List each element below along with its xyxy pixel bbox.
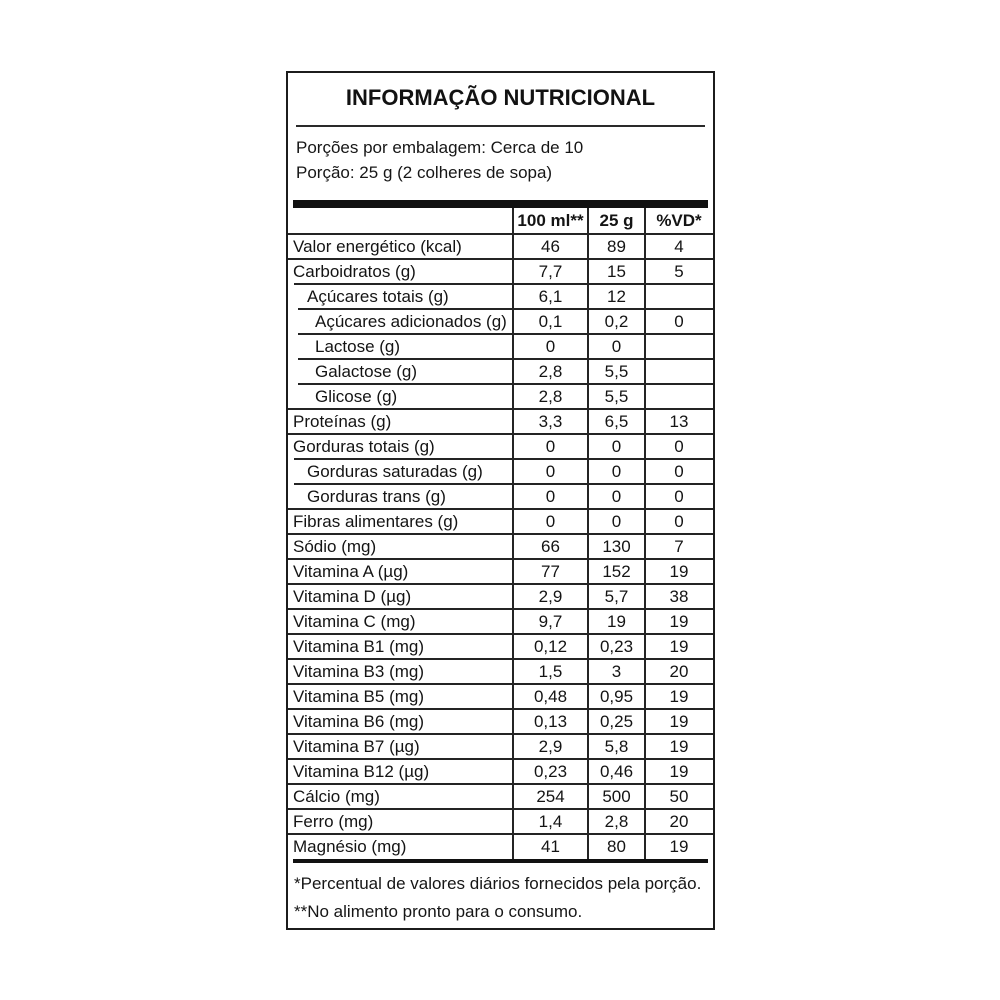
nutrient-name: Vitamina B6 (mg) <box>293 712 425 731</box>
value-25g: 0,25 <box>599 712 634 731</box>
table-row <box>288 759 713 784</box>
value-vd: 19 <box>669 837 689 856</box>
row-separator-line <box>288 658 713 660</box>
value-25g: 12 <box>607 287 626 306</box>
value-25g: 0,95 <box>599 687 634 706</box>
row-separator-line <box>288 708 713 710</box>
nutrient-name: Gorduras trans (g) <box>307 487 446 506</box>
value-25g: 2,8 <box>604 812 629 831</box>
value-vd <box>645 284 713 309</box>
table-row <box>288 334 713 359</box>
table-row <box>288 409 713 434</box>
column-header-vd: %VD* <box>656 211 702 230</box>
row-separator-line <box>294 283 713 285</box>
servings-per-package: Porções por embalagem: Cerca de 10 <box>296 138 584 157</box>
value-vd: 38 <box>669 587 689 606</box>
value-100ml: 2,8 <box>538 362 563 381</box>
value-100ml: 0,48 <box>533 687 568 706</box>
value-vd <box>645 384 713 409</box>
table-row <box>288 584 713 609</box>
value-25g: 80 <box>607 837 626 856</box>
table-row <box>288 609 713 634</box>
value-25g: 0 <box>611 512 622 531</box>
nutrient-name: Valor energético (kcal) <box>293 237 462 256</box>
table-row <box>288 784 713 809</box>
nutrient-name: Ferro (mg) <box>293 812 374 831</box>
table-row <box>288 284 713 309</box>
value-25g: 3 <box>611 662 622 681</box>
value-vd: 50 <box>669 787 689 806</box>
value-25g: 19 <box>607 612 626 631</box>
value-100ml: 0,12 <box>533 637 568 656</box>
nutrient-name: Vitamina C (mg) <box>293 612 416 631</box>
row-separator-line <box>288 583 713 585</box>
value-vd: 0 <box>674 462 684 481</box>
nutrient-name: Gorduras saturadas (g) <box>307 462 483 481</box>
nutrient-name: Vitamina B1 (mg) <box>293 637 425 656</box>
value-100ml: 1,5 <box>538 662 563 681</box>
value-vd: 5 <box>674 262 684 281</box>
row-separator-line <box>294 483 713 485</box>
value-100ml: 9,7 <box>538 612 563 631</box>
row-separator-line <box>288 433 713 435</box>
value-100ml: 0 <box>545 437 556 456</box>
table-row <box>288 434 713 459</box>
column-header-empty <box>288 208 513 234</box>
table-row <box>288 684 713 709</box>
value-100ml: 3,3 <box>538 412 563 431</box>
value-25g: 0,23 <box>599 637 634 656</box>
row-separator-line <box>288 733 713 735</box>
value-100ml: 2,9 <box>538 587 563 606</box>
value-100ml: 254 <box>536 787 565 806</box>
value-vd: 0 <box>674 512 684 531</box>
footnote-daily-values: *Percentual de valores diários fornecidos pela porção. <box>294 874 702 893</box>
nutrient-name: Açúcares adicionados (g) <box>315 312 507 331</box>
value-vd: 0 <box>674 487 684 506</box>
value-25g: 152 <box>602 562 631 581</box>
table-row <box>288 459 713 484</box>
value-25g: 0 <box>611 337 622 356</box>
value-100ml: 0,23 <box>533 762 568 781</box>
value-25g: 0 <box>611 487 622 506</box>
nutrient-name: Galactose (g) <box>315 362 418 381</box>
row-separator-line <box>288 833 713 835</box>
table-row <box>288 384 713 409</box>
row-separator-line <box>288 533 713 535</box>
row-separator-line <box>288 233 713 235</box>
nutrient-name: Vitamina D (µg) <box>293 587 412 606</box>
value-100ml: 0 <box>545 512 556 531</box>
value-100ml: 2,8 <box>538 387 563 406</box>
row-separator-line <box>288 258 713 260</box>
table-row <box>288 359 713 384</box>
value-25g: 0 <box>611 462 622 481</box>
value-25g: 5,8 <box>604 737 629 756</box>
value-25g: 0,46 <box>599 762 634 781</box>
row-separator-line <box>288 633 713 635</box>
table-row <box>288 534 713 559</box>
nutrient-name: Vitamina B3 (mg) <box>293 662 425 681</box>
row-separator-line <box>288 808 713 810</box>
row-separator-line <box>288 683 713 685</box>
nutrient-name: Proteínas (g) <box>293 412 392 431</box>
table-body <box>288 234 713 859</box>
value-vd: 19 <box>669 712 689 731</box>
nutrient-name: Carboidratos (g) <box>293 262 416 281</box>
nutrient-name: Açúcares totais (g) <box>307 287 449 306</box>
table-row <box>288 484 713 509</box>
value-vd: 7 <box>674 537 684 556</box>
value-100ml: 6,1 <box>538 287 563 306</box>
row-separator-line <box>288 608 713 610</box>
value-100ml: 0,13 <box>533 712 568 731</box>
row-separator-line <box>288 408 713 410</box>
value-vd: 0 <box>674 312 684 331</box>
nutrition-table <box>288 208 713 859</box>
nutrient-name: Vitamina B12 (µg) <box>293 762 430 781</box>
value-vd: 0 <box>674 437 684 456</box>
table-row <box>288 559 713 584</box>
row-separator-line <box>298 308 713 310</box>
value-100ml: 0 <box>545 337 556 356</box>
value-100ml: 46 <box>541 237 560 256</box>
nutrient-name: Gorduras totais (g) <box>293 437 435 456</box>
value-25g: 500 <box>602 787 631 806</box>
value-vd: 19 <box>669 762 689 781</box>
table-row <box>288 809 713 834</box>
nutrient-name: Vitamina B7 (µg) <box>293 737 420 756</box>
value-25g: 6,5 <box>604 412 629 431</box>
nutrient-name: Lactose (g) <box>315 337 401 356</box>
table-row <box>288 259 713 284</box>
column-header-100ml: 100 ml** <box>517 211 584 230</box>
row-separator-line <box>288 783 713 785</box>
value-vd: 4 <box>674 237 684 256</box>
value-100ml: 0 <box>545 462 556 481</box>
nutrient-name: Magnésio (mg) <box>293 837 407 856</box>
row-separator-line <box>288 758 713 760</box>
table-bottom-bar <box>293 859 708 863</box>
value-vd: 19 <box>669 612 689 631</box>
nutrient-name: Vitamina B5 (mg) <box>293 687 425 706</box>
value-25g: 130 <box>602 537 631 556</box>
row-separator-line <box>298 333 713 335</box>
row-separator-line <box>288 508 713 510</box>
table-row <box>288 634 713 659</box>
value-100ml: 1,4 <box>538 812 563 831</box>
table-row <box>288 734 713 759</box>
column-header-25g: 25 g <box>599 211 634 230</box>
table-row <box>288 509 713 534</box>
row-separator-line <box>298 358 713 360</box>
table-row <box>288 659 713 684</box>
value-25g: 5,7 <box>604 587 629 606</box>
nutrient-name: Glicose (g) <box>315 387 398 406</box>
value-100ml: 2,9 <box>538 737 563 756</box>
value-100ml: 41 <box>541 837 560 856</box>
value-25g: 15 <box>607 262 626 281</box>
value-vd: 19 <box>669 562 689 581</box>
nutrition-facts-panel <box>286 71 715 930</box>
table-row <box>288 234 713 259</box>
nutrient-name: Sódio (mg) <box>293 537 377 556</box>
value-vd <box>645 334 713 359</box>
value-25g: 89 <box>607 237 626 256</box>
value-vd: 13 <box>669 412 689 431</box>
value-vd <box>645 359 713 384</box>
table-top-bar <box>293 200 708 208</box>
table-row <box>288 309 713 334</box>
nutrient-name: Cálcio (mg) <box>293 787 380 806</box>
table-row <box>288 834 713 859</box>
row-separator-line <box>288 558 713 560</box>
table-row <box>288 709 713 734</box>
panel-title: INFORMAÇÃO NUTRICIONAL <box>345 85 656 110</box>
value-25g: 0,2 <box>604 312 629 331</box>
row-separator-line <box>294 458 713 460</box>
value-100ml: 77 <box>541 562 560 581</box>
value-100ml: 7,7 <box>538 262 563 281</box>
value-100ml: 0 <box>545 487 556 506</box>
value-25g: 5,5 <box>604 387 629 406</box>
nutrient-name: Fibras alimentares (g) <box>293 512 459 531</box>
value-25g: 5,5 <box>604 362 629 381</box>
value-100ml: 66 <box>541 537 560 556</box>
value-100ml: 0,1 <box>538 312 563 331</box>
row-separator-line <box>298 383 713 385</box>
value-vd: 19 <box>669 687 689 706</box>
value-vd: 20 <box>669 812 689 831</box>
title-divider <box>296 125 705 127</box>
serving-size: Porção: 25 g (2 colheres de sopa) <box>296 163 553 182</box>
footnote-prepared-food: **No alimento pronto para o consumo. <box>294 902 583 921</box>
value-25g: 0 <box>611 437 622 456</box>
value-vd: 20 <box>669 662 689 681</box>
value-vd: 19 <box>669 637 689 656</box>
table-header-row <box>288 208 713 234</box>
nutrient-name: Vitamina A (µg) <box>293 562 409 581</box>
value-vd: 19 <box>669 737 689 756</box>
